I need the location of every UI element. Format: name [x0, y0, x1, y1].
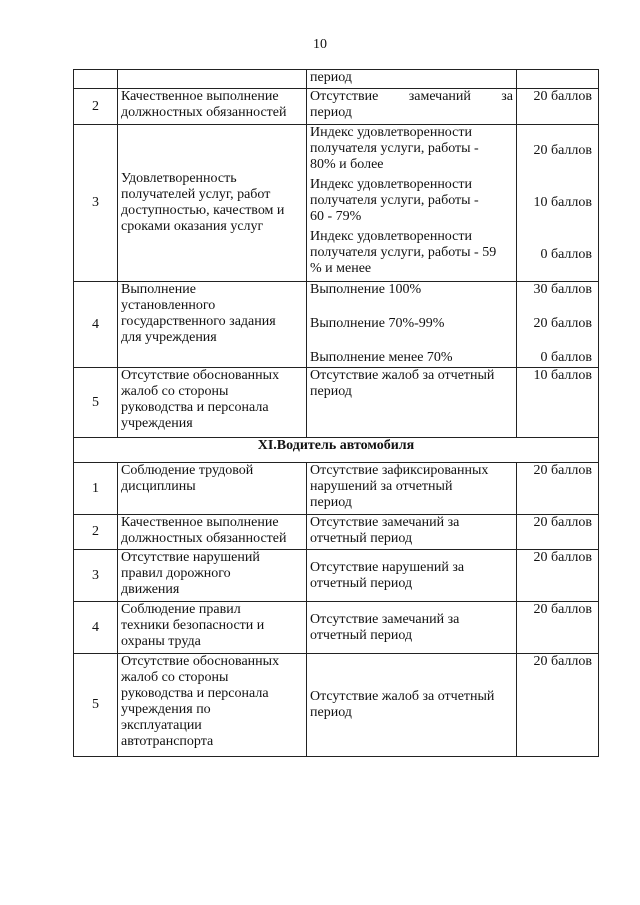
condition-line: период — [310, 105, 352, 120]
criterion-line: доступностью, качеством и — [121, 203, 285, 218]
points-cell — [517, 125, 599, 282]
condition-line: 60 - 79% — [310, 209, 362, 224]
condition-line: получателя услуги, работы - — [310, 193, 479, 208]
table-row — [74, 602, 599, 654]
criterion-cell — [118, 368, 307, 438]
row-number: 4 — [74, 282, 118, 368]
criterion-cell — [118, 515, 307, 550]
criterion-line: установленного — [121, 298, 216, 313]
table-row — [74, 125, 599, 282]
condition-cell — [307, 463, 517, 515]
criterion-line: эксплуатации — [121, 718, 202, 733]
criterion-line: должностных обязанностей — [121, 531, 287, 546]
condition-option — [310, 125, 513, 173]
table-row — [74, 654, 599, 757]
criterion-line: Отсутствие обоснованных — [121, 368, 280, 383]
criterion-line: охраны труда — [121, 634, 201, 649]
criterion-line: для учреждения — [121, 330, 217, 345]
criterion-line: жалоб со стороны — [121, 670, 229, 685]
criterion-line: получателей услуг, работ — [121, 187, 271, 202]
criterion-line: автотранспорта — [121, 734, 214, 749]
table-cell — [118, 70, 307, 89]
points-option: 0 баллов — [540, 247, 592, 262]
criterion-cell — [118, 89, 307, 125]
criterion-line: руководства и персонала — [121, 686, 269, 701]
condition-line: отчетный период — [310, 531, 413, 546]
condition-line: период — [310, 495, 352, 510]
condition-cell — [307, 368, 517, 438]
criterion-line: Отсутствие обоснованных — [121, 654, 280, 669]
points-option: 20 баллов — [533, 143, 592, 158]
condition-line: Индекс удовлетворенности — [310, 125, 472, 140]
page-number: 10 — [313, 37, 327, 52]
criterion-cell — [118, 550, 307, 602]
points-cell: 20 баллов — [517, 89, 599, 125]
criterion-line: государственного задания — [121, 314, 276, 329]
condition-cell — [307, 515, 517, 550]
condition-line: Отсутствие нарушений за — [310, 559, 465, 575]
table-row — [74, 282, 599, 368]
table-row — [74, 368, 599, 438]
condition-option: Выполнение 100% — [310, 282, 422, 297]
criterion-line: жалоб со стороны — [121, 384, 229, 399]
condition-line: нарушений за отчетный — [310, 479, 453, 494]
criterion-line: движения — [121, 582, 180, 597]
condition-line: Отсутствие жалоб за отчетный — [310, 368, 495, 383]
condition-cell — [307, 89, 517, 125]
criterion-cell — [118, 654, 307, 757]
criterion-line: правил дорожного — [121, 566, 231, 581]
condition-option: Выполнение 70%-99% — [310, 316, 445, 331]
points-option: 0 баллов — [540, 350, 592, 365]
table-cell — [517, 70, 599, 89]
table-row — [74, 89, 599, 125]
criterion-line: Удовлетворенность — [121, 171, 237, 186]
criterion-line: Качественное выполнение — [121, 89, 279, 104]
condition-option — [310, 229, 513, 277]
condition-line: Отсутствие жалоб за отчетный — [310, 689, 495, 704]
table-row — [74, 550, 599, 602]
criterion-cell — [118, 282, 307, 368]
criterion-line: Соблюдение трудовой — [121, 463, 254, 478]
table-row — [74, 70, 599, 89]
condition-cell: период — [307, 70, 517, 89]
condition-line: 80% и более — [310, 157, 384, 172]
condition-cell — [307, 282, 517, 368]
points-option: 20 баллов — [533, 316, 592, 331]
criterion-line: сроками оказания услуг — [121, 219, 264, 234]
criterion-line: руководства и персонала — [121, 400, 269, 415]
row-number: 5 — [74, 368, 118, 438]
condition-line: Отсутствие замечаний за — [310, 515, 460, 530]
points-cell — [517, 282, 599, 368]
condition-line: Отсутствие зафиксированных — [310, 463, 489, 478]
points-cell: 20 баллов — [517, 515, 599, 550]
criterion-cell — [118, 125, 307, 282]
condition-line: Отсутствие замечаний за — [310, 611, 460, 627]
table-row — [74, 463, 599, 515]
table-row — [74, 515, 599, 550]
condition-line: отчетный период — [310, 627, 413, 643]
condition-option — [310, 177, 513, 225]
row-number: 5 — [74, 654, 118, 757]
criterion-line: Качественное выполнение — [121, 515, 279, 530]
row-number: 3 — [74, 125, 118, 282]
criteria-table — [73, 69, 599, 757]
criterion-line: учреждения по — [121, 702, 211, 717]
points-cell: 20 баллов — [517, 602, 599, 654]
condition-line: Индекс удовлетворенности — [310, 177, 472, 192]
condition-line: Отсутствие замечаний за — [310, 89, 513, 104]
row-number: 3 — [74, 550, 118, 602]
criterion-line: Соблюдение правил — [121, 602, 241, 617]
points-option: 30 баллов — [533, 282, 592, 297]
row-number: 2 — [74, 89, 118, 125]
condition-line: Индекс удовлетворенности — [310, 229, 472, 244]
condition-line: период — [310, 705, 352, 720]
criterion-line: учреждения — [121, 416, 193, 431]
condition-cell — [307, 654, 517, 757]
condition-line: отчетный период — [310, 575, 413, 591]
points-cell: 20 баллов — [517, 654, 599, 757]
criterion-line: дисциплины — [121, 479, 196, 494]
criterion-cell — [118, 463, 307, 515]
condition-cell — [307, 550, 517, 602]
condition-cell — [307, 602, 517, 654]
criterion-line: техники безопасности и — [121, 618, 265, 633]
condition-cell — [307, 125, 517, 282]
section-title: XI.Водитель автомобиля — [74, 438, 599, 463]
points-cell: 10 баллов — [517, 368, 599, 438]
row-number: 2 — [74, 515, 118, 550]
criterion-line: Отсутствие нарушений — [121, 550, 260, 565]
condition-line: получателя услуги, работы - 59 — [310, 245, 497, 260]
criterion-cell — [118, 602, 307, 654]
criterion-line: должностных обязанностей — [121, 105, 287, 120]
condition-line: % и менее — [310, 261, 372, 276]
points-cell: 20 баллов — [517, 550, 599, 602]
section-header-row — [74, 438, 599, 463]
table-cell — [74, 70, 118, 89]
condition-option: Выполнение менее 70% — [310, 350, 453, 365]
row-number: 1 — [74, 463, 118, 515]
condition-line: получателя услуги, работы - — [310, 141, 479, 156]
criterion-line: Выполнение — [121, 282, 196, 297]
row-number: 4 — [74, 602, 118, 654]
points-cell: 20 баллов — [517, 463, 599, 515]
condition-line: период — [310, 384, 352, 399]
points-option: 10 баллов — [533, 195, 592, 210]
